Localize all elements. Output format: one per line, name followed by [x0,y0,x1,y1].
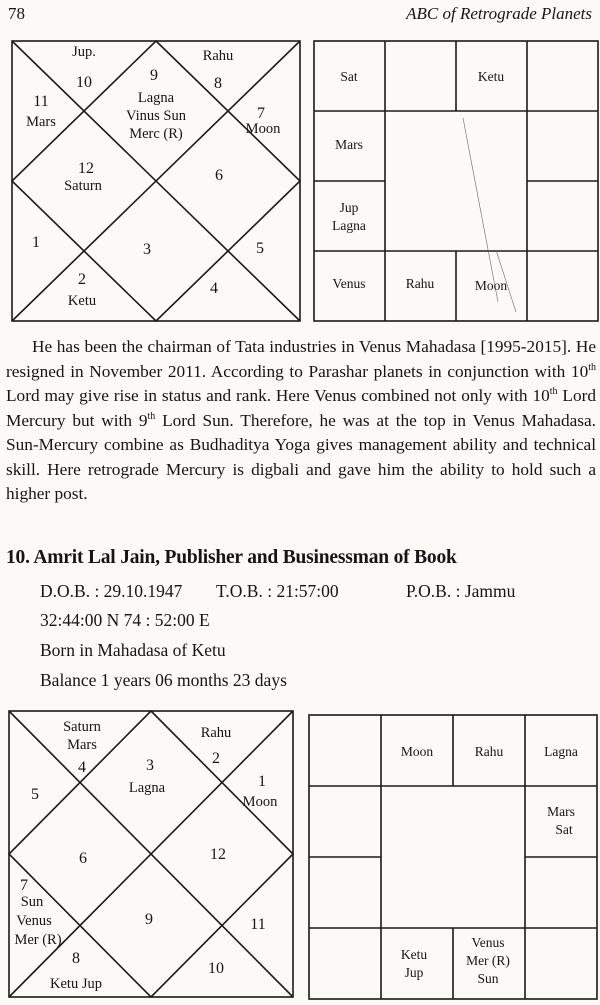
page-number: 78 [8,4,25,23]
house9-number: 9 [150,67,158,84]
cell-scorpio: Rahu [405,276,435,291]
superscript: th [147,410,156,422]
tob: T.O.B. : 21:57:00 [216,581,339,601]
house10-number: 10 [76,74,92,91]
house3-planet: Lagna [128,780,166,796]
cell-capricorn: Lagna [332,218,366,233]
coordinates: 32:44:00 N 74 : 52:00 E [40,610,210,630]
house4-number: 4 [78,759,86,776]
house11-number: 11 [250,916,266,933]
cell-gemini: Lagna [544,744,578,759]
house6-number: 6 [215,167,223,184]
house9-planet: Lagna [137,90,175,106]
house4-planet: Mars [67,737,97,753]
paragraph-text: Lord Mercury but with 9 [6,386,596,430]
cell-libra: Moon [474,278,508,293]
house8-number: 8 [214,75,222,92]
house3-number: 3 [146,757,154,774]
house3-number: 3 [143,241,151,258]
paragraph-text: Lord may give rise in status and rank. Here Venus combined not only with 10 [6,386,550,405]
house1-number: 1 [32,234,40,251]
house9-planet: Vinus Sun [126,108,186,124]
paragraph-text: He has been the chairman of Tata industries in Venus Mahadasa [1995-2015]. He resigned in November 2011. According to Parashar planets in conjunction with 10 [6,337,596,381]
cell-libra: Mer (R) [466,953,510,968]
balance-text: Balance 1 years 06 months 23 days [40,670,287,690]
house1-planet: Moon [242,794,278,810]
cell-taurus: Ketu [477,69,505,84]
cell-sagittarius: Venus [332,276,366,291]
house1-number: 1 [258,773,266,790]
house7-planet: Sun [20,894,44,910]
cell-libra: Sun [477,971,499,986]
house4-planet: Saturn [63,719,101,735]
house8-number: 8 [72,950,80,967]
birth-details-row [40,581,515,602]
mahadasa-text: Born in Mahadasa of Ketu [40,640,226,660]
south-chart-1 [313,40,599,322]
superscript: th [588,361,596,373]
house7-number: 7 [20,877,28,894]
cell-pisces: Sat [340,69,358,84]
house7-planet: Venus [16,913,52,929]
cell-aries: Moon [400,744,434,759]
house2-planet: Rahu [200,725,232,741]
house7-planet: Mer (R) [14,932,62,948]
section-heading: 10. Amrit Lal Jain, Publisher and Businessman of Book [6,547,457,568]
house10-planet: Jup. [72,44,96,60]
house6-number: 6 [79,850,87,867]
house8-planet: Ketu Jup [50,976,102,992]
house12-number: 12 [210,846,226,863]
house11-planet: Mars [26,114,56,130]
house10-number: 10 [208,960,224,977]
south-chart-2 [308,714,598,1000]
north-chart-1 [11,40,301,322]
cell-cancer: Sat [555,822,573,837]
house5-number: 5 [256,240,264,257]
house4-number: 4 [210,280,218,297]
house9-planet: Merc (R) [129,126,183,142]
cell-aquarius: Mars [335,137,363,152]
house7-number: 7 [257,105,265,122]
running-title: ABC of Retrograde Planets [406,4,592,23]
house12-number: 12 [78,160,94,177]
house9-number: 9 [145,911,153,928]
house8-planet: Rahu [202,48,234,64]
house2-number: 2 [212,750,220,767]
house11-number: 11 [33,93,49,110]
house7-planet: Moon [245,121,281,137]
paragraph-text: Lord Sun. Therefore, he was at the top in Venus Mahadasa. Sun-Mercury combine as Budhaditya Yoga gives management ability and technical skill. Here retrograde Mercury is digbali and gave him the ability to hold such a higher post. [6,410,597,503]
cell-scorpio: Ketu [400,947,428,962]
body-paragraph [6,335,596,507]
cell-libra: Venus [471,935,505,950]
dob: D.O.B. : 29.10.1947 [40,581,183,601]
cell-scorpio: Jup [404,965,424,980]
house12-planet: Saturn [64,178,102,194]
cell-taurus: Rahu [474,744,504,759]
house5-number: 5 [31,786,39,803]
north-chart-2 [8,710,294,998]
cell-capricorn: Jup [339,200,359,215]
house2-planet: Ketu [67,293,97,309]
superscript: th [549,386,558,398]
cell-cancer: Mars [547,804,575,819]
house2-number: 2 [78,271,86,288]
pob: P.O.B. : Jammu [406,581,516,601]
